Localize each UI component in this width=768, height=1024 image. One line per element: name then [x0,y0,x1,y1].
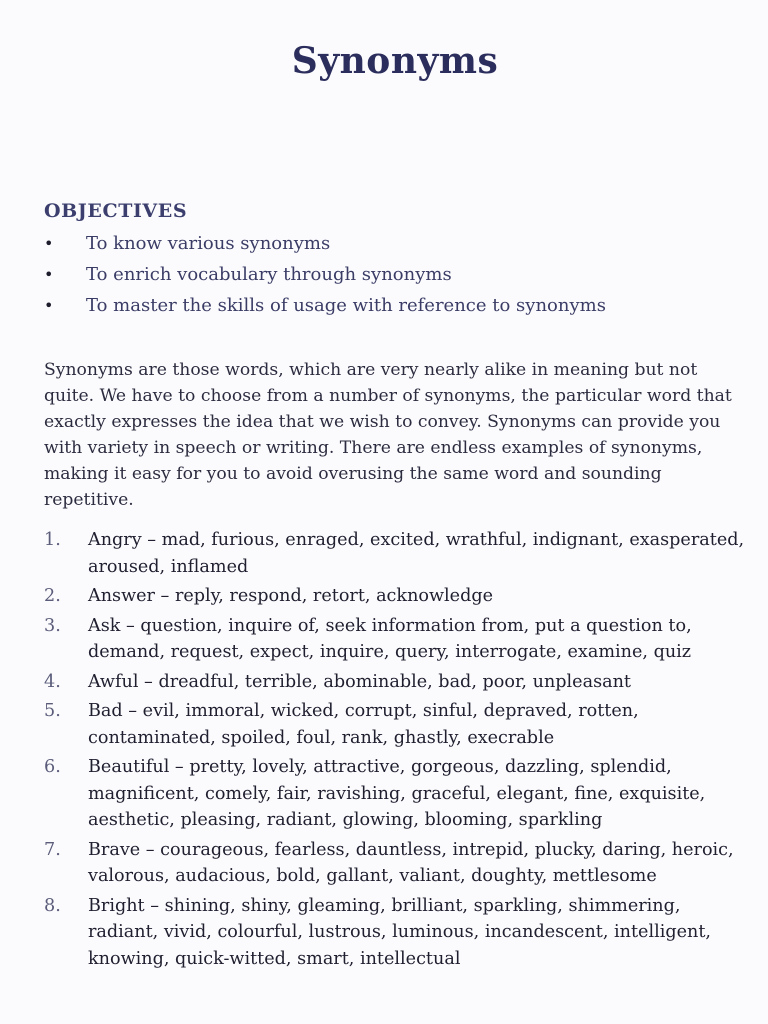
synonym-entry [44,698,746,751]
synonym-entry [44,613,746,666]
entry-synonyms: pretty, lovely, attractive, gorgeous, dazzling, splendid, magnificent, comely, fair, ravishing, graceful, elegant, fine, exquisite, aesthetic, pleasing, radiant, glowing, blooming, sparkling [88,757,706,830]
entry-word: Bright [88,895,145,916]
entry-synonyms: reply, respond, retort, acknowledge [174,586,494,606]
entry-separator: – [144,895,165,916]
entry-word: Beautiful [88,757,170,777]
objective-text: To know various synonyms [86,233,331,254]
entry-separator: – [169,757,190,777]
entry-word: Awful [88,671,139,692]
synonym-list [44,527,746,972]
entry-number: 8. [44,895,61,916]
entry-synonyms: evil, immoral, wicked, corrupt, sinful, depraved, rotten, contaminated, spoiled, foul, rank, ghastly, execrable [88,701,639,748]
synonym-entry [44,583,746,610]
page-title: Synonyms [291,40,499,82]
entry-synonyms: courageous, fearless, dauntless, intrepid, plucky, daring, heroic, valorous, audacious, bold, gallant, valiant, doughty, mettlesome [88,839,734,886]
synonym-entry [44,669,746,696]
entry-word: Bad [88,701,123,721]
entry-separator: – [141,530,162,550]
intro-paragraph: Synonyms are those words, which are very nearly alike in meaning but not quite. We have to choose from a number of synonyms, the particular word that exactly expresses the idea that we wish to convey. Synonyms can provide you with variety in speech or writing. There are endless examples of synonyms, making it easy for you to avoid overusing the same word and sounding repetitive. [44,360,732,510]
entry-separator: – [122,701,143,721]
synonym-entry [44,837,746,890]
objectives-heading: OBJECTIVES [44,200,188,222]
entry-separator: – [140,839,161,860]
entry-synonyms: mad, furious, enraged, excited, wrathful, indignant, exasperated, aroused, inflamed [88,530,745,577]
entry-separator: – [138,671,159,692]
bullet-icon: • [44,234,54,253]
synonym-entry [44,527,746,580]
entry-synonyms: shining, shiny, gleaming, brilliant, sparkling, shimmering, radiant, vivid, colourful, lustrous, luminous, incandescent, intelligent, knowing, quick-witted, smart, intellectual [88,895,712,969]
entry-synonyms: question, inquire of, seek information from, put a question to, demand, request, expect, inquire, query, interrogate, examine, quiz [88,615,692,662]
entry-word: Brave [88,839,141,860]
entry-number: 2. [44,586,61,606]
objective-item [44,228,746,259]
entry-number: 6. [44,757,61,777]
entry-separator: – [120,615,141,636]
entry-number: 4. [44,671,61,692]
bullet-icon: • [44,296,54,315]
entry-separator: – [154,586,175,606]
bullet-icon: • [44,265,54,284]
entry-number: 5. [44,701,61,721]
objective-text: To master the skills of usage with reference to synonyms [86,295,606,316]
synonym-entry [44,754,746,834]
synonym-entry [44,893,746,973]
objective-text: To enrich vocabulary through synonyms [86,264,452,285]
entry-word: Answer [88,586,155,606]
entry-synonyms: dreadful, terrible, abominable, bad, poor, unpleasant [158,671,631,692]
entry-number: 3. [44,615,61,636]
objective-item [44,259,746,290]
entry-number: 1. [44,530,61,550]
entry-word: Angry [88,530,142,550]
objective-item [44,290,746,321]
objectives-list [44,228,746,321]
entry-number: 7. [44,839,61,860]
entry-word: Ask [88,615,121,636]
